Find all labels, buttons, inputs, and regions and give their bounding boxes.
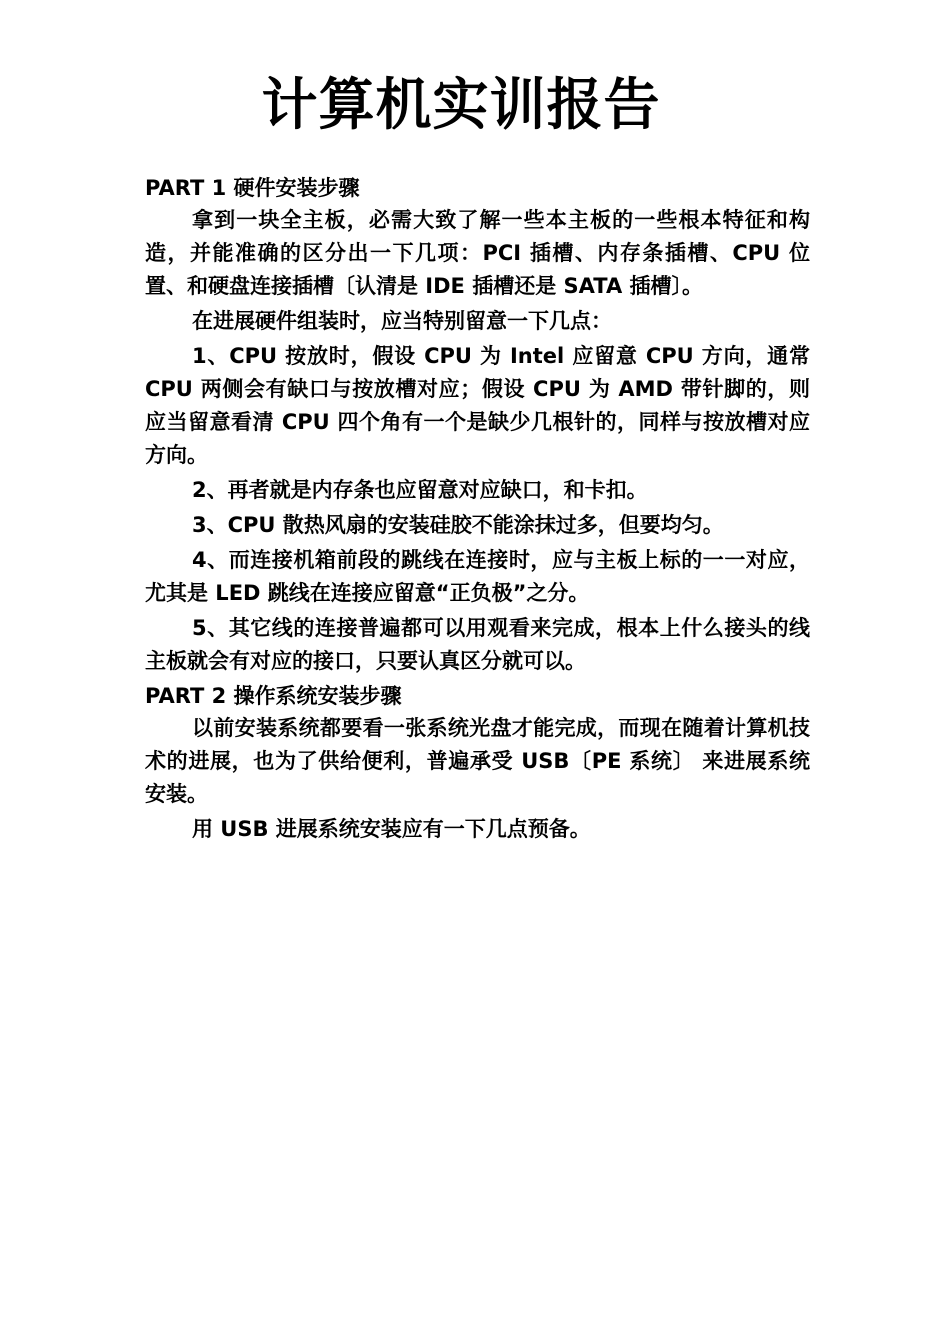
paragraph: 在进展硬件组装时，应当特别留意一下几点： <box>192 309 612 333</box>
paragraph: 用 USB 进展系统安装应有一下几点预备。 <box>192 817 591 841</box>
section-heading-part1: PART 1 硬件安装步骤 <box>145 176 360 200</box>
paragraph: 1、CPU 按放时，假设 CPU 为 Intel 应留意 CPU 方向，通常 CPU 两侧会有缺口与按放槽对应；假设 CPU 为 AMD 带针脚的，则应当留意看清 CPU 四个角有一个是缺少几根针的，同样与按放槽对应方向。 <box>145 344 810 467</box>
paragraph: 3、CPU 散热风扇的安装硅胶不能涂抹过多，但要均匀。 <box>192 513 724 537</box>
paragraph: 4、而连接机箱前段的跳线在连接时，应与主板上标的一一对应，尤其是 LED 跳线在连接应留意“正负极”之分。 <box>145 548 810 605</box>
paragraph: 2、再者就是内存条也应留意对应缺口，和卡扣。 <box>192 478 648 502</box>
section-heading-part2: PART 2 操作系统安装步骤 <box>145 684 402 708</box>
document-body <box>145 172 810 848</box>
paragraph: 以前安装系统都要看一张系统光盘才能完成，而现在随着计算机技术的进展，也为了供给便利，普遍承受 USB〔PE 系统〕 来进展系统安装。 <box>145 716 810 806</box>
paragraph: 拿到一块全主板，必需大致了解一些本主板的一些根本特征和构造，并能准确的区分出一下几项：PCI 插槽、内存条插槽、CPU 位置、和硬盘连接插槽〔认清是 IDE 插槽还是 SATA 插槽〕。 <box>145 208 810 298</box>
paragraph: 5、其它线的连接普遍都可以用观看来完成，根本上什么接头的线主板就会有对应的接口，只要认真区分就可以。 <box>145 616 810 673</box>
document-title: 计算机实训报告 <box>261 73 661 138</box>
